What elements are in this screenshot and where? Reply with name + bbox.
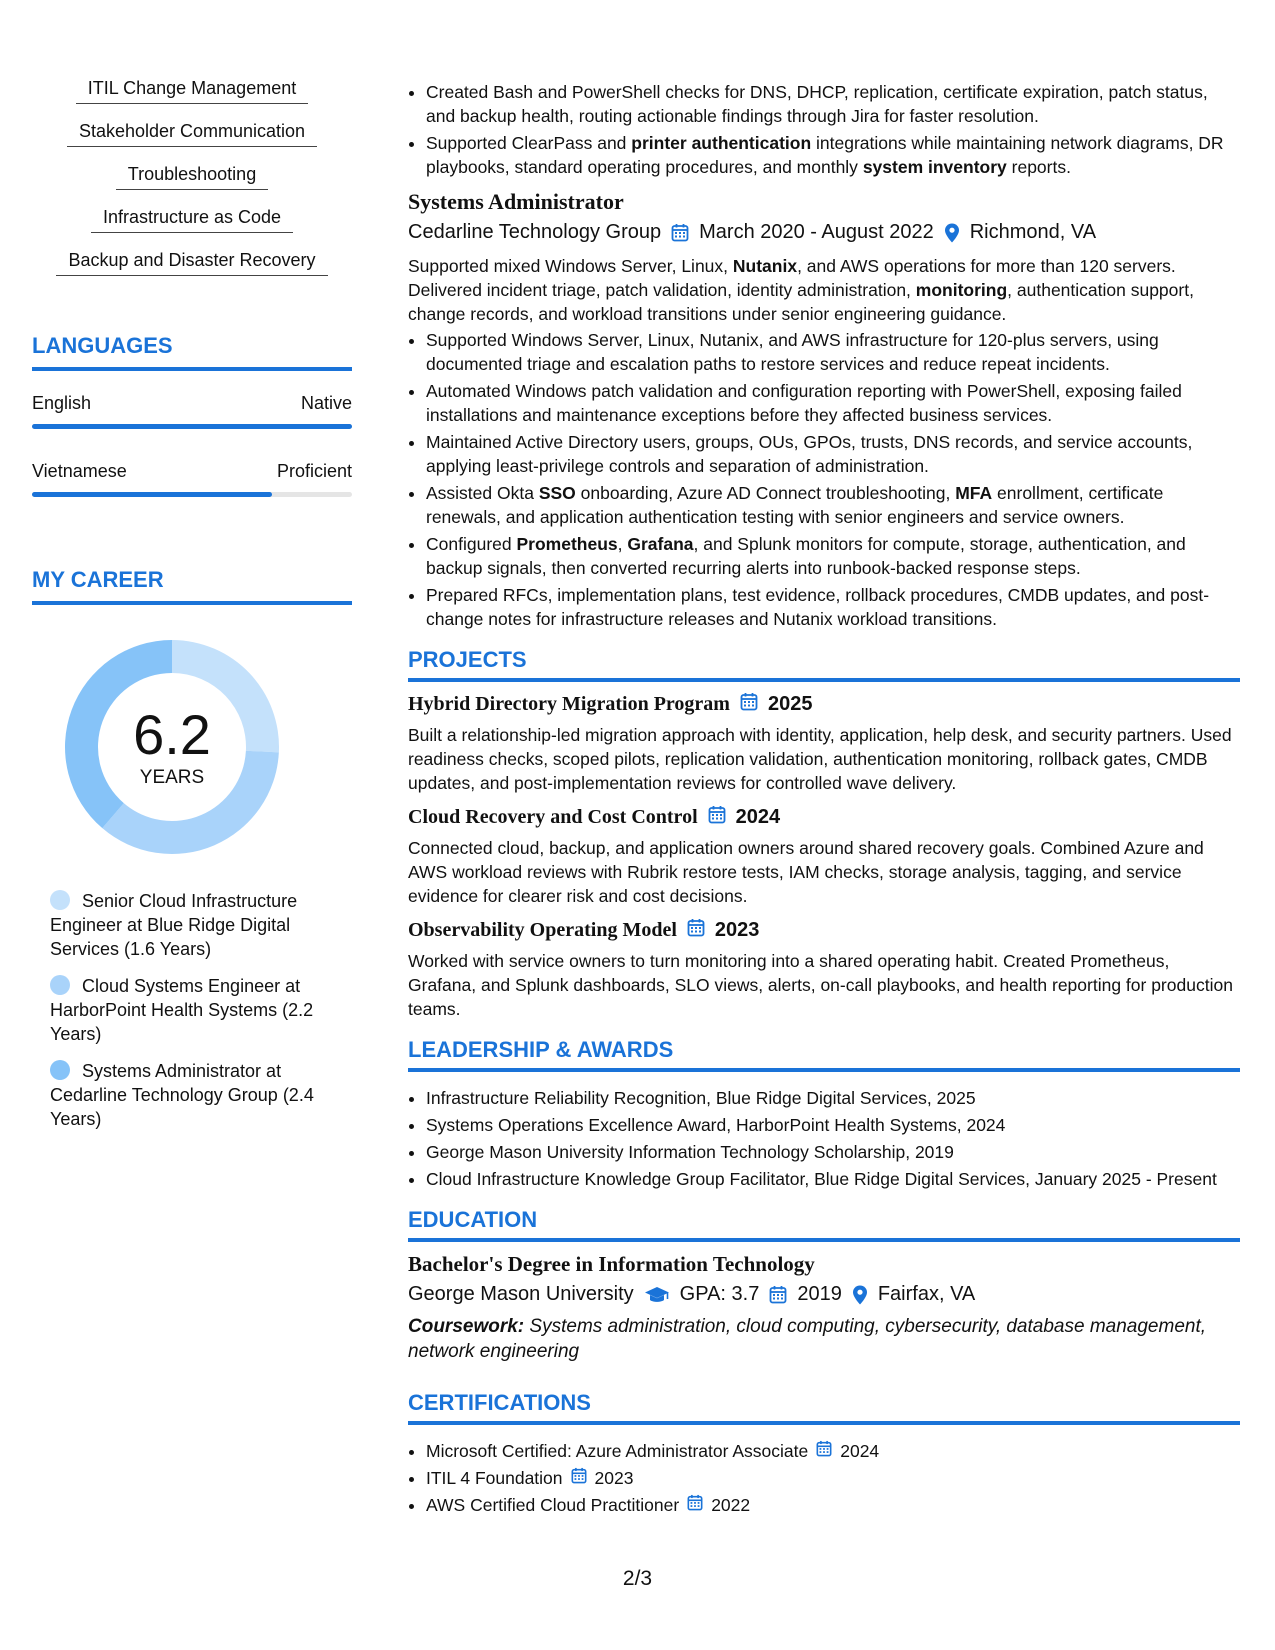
graduation-year: 2019 <box>797 1283 842 1305</box>
award-item: • Infrastructure Reliability Recognition, Blue Ridge Digital Services, 2025 <box>426 1086 1240 1110</box>
language-level: Proficient <box>276 461 352 481</box>
award-item: • George Mason University Information Technology Scholarship, 2019 <box>426 1140 1240 1164</box>
project-year: 2025 <box>767 693 813 715</box>
award-item: • Cloud Infrastructure Knowledge Group Facilitator, Blue Ridge Digital Services, January 2025 - Present <box>426 1167 1240 1191</box>
project-description: Worked with service owners to turn monitoring into a shared operating habit. Created Prometheus, Grafana, and Splunk dashboards, SLO views, alerts, on-call playbooks, and health reporting for production teams. <box>408 951 1233 1019</box>
job-title: Systems Administrator <box>408 189 624 214</box>
bullet-item: • Automated Windows patch validation and configuration reporting with PowerShell, exposing failed installations and maintenance exceptions before they affected business services. <box>426 379 1240 427</box>
career-total-value: 6.2 <box>133 703 211 766</box>
certifications-list <box>408 1439 1240 1517</box>
languages-heading: LANGUAGES <box>32 333 352 371</box>
skills-list <box>32 78 352 293</box>
language-level: Native <box>300 393 352 413</box>
career-legend <box>50 889 340 1131</box>
legend-dot <box>50 975 70 995</box>
degree-title: Bachelor's Degree in Information Technology <box>408 1252 815 1276</box>
project-item <box>408 692 1240 795</box>
projects-heading: PROJECTS <box>408 647 1240 682</box>
calendar-icon <box>687 918 705 943</box>
certification-item <box>426 1466 1240 1490</box>
project-year: 2024 <box>735 806 781 828</box>
language-bar <box>32 492 352 497</box>
job-company: Cedarline Technology Group <box>408 221 662 243</box>
certification-name: • ITIL 4 Foundation <box>426 1468 563 1488</box>
job-meta <box>408 221 1240 244</box>
project-title: Cloud Recovery and Cost Control <box>408 806 698 828</box>
coursework <box>408 1314 1240 1364</box>
language-bar <box>32 424 352 429</box>
project-year: 2023 <box>714 919 760 941</box>
certifications-heading: CERTIFICATIONS <box>408 1390 1240 1425</box>
awards-heading: LEADERSHIP & AWARDS <box>408 1037 1240 1072</box>
certification-year: 2022 <box>711 1495 751 1515</box>
calendar-icon <box>671 223 689 242</box>
project-description: Connected cloud, backup, and application owners around shared recovery goals. Combined Azure and AWS workload reviews with Rubrik restore tests, IAM checks, storage analysis, tagging, and service evidence for clearer risk and cost decisions. <box>408 838 1204 906</box>
calendar-icon <box>769 1285 787 1304</box>
main-content <box>408 80 1240 1520</box>
school-name: George Mason University <box>408 1283 634 1305</box>
legend-dot <box>50 1060 70 1080</box>
project-title: Hybrid Directory Migration Program <box>408 693 730 715</box>
job-summary: Supported mixed Windows Server, Linux, Nutanix, and AWS operations for more than 120 servers. Delivered incident triage, patch validation, identity administration, monitoring, authentication support, change records, and workload transitions under senior engineering guidance. <box>408 256 1194 324</box>
skill-item: Troubleshooting <box>116 164 268 190</box>
page-number: 2/3 <box>622 1567 653 1590</box>
certification-year: 2023 <box>594 1468 634 1488</box>
project-item <box>408 805 1240 908</box>
coursework-label: Coursework: <box>408 1316 525 1337</box>
project-description: Built a relationship-led migration approach with identity, application, help desk, and security partners. Used readiness checks, scoped pilots, replication validation, authentication monitoring, rollback gates, CMDB updates, and post-implementation reviews for controlled wave delivery. <box>408 725 1232 793</box>
skill-item: Infrastructure as Code <box>91 207 293 233</box>
calendar-icon <box>708 805 726 830</box>
certification-item <box>426 1493 1240 1517</box>
bullet-item: • Supported Windows Server, Linux, Nutanix, and AWS infrastructure for 120-plus servers, using documented triage and escalation paths to restore services and reduce repeat incidents. <box>426 328 1240 376</box>
school-location: Fairfax, VA <box>877 1283 976 1305</box>
education-heading: EDUCATION <box>408 1207 1240 1242</box>
language-item <box>32 461 352 497</box>
previous-job-bullets <box>408 80 1240 179</box>
certification-year: 2024 <box>840 1441 880 1461</box>
skill-item: ITIL Change Management <box>76 78 308 104</box>
project-title: Observability Operating Model <box>408 919 677 941</box>
calendar-icon <box>740 692 758 717</box>
language-name: English <box>32 393 92 413</box>
career-legend-item <box>50 974 340 1046</box>
calendar-icon <box>571 1466 587 1490</box>
job-bullets <box>408 328 1240 631</box>
project-item <box>408 918 1240 1021</box>
awards-list <box>408 1086 1240 1191</box>
legend-label: Senior Cloud Infrastructure Engineer at Blue Ridge Digital Services (1.6 Years) <box>50 891 298 959</box>
gpa: GPA: 3.7 <box>679 1283 760 1305</box>
coursework-text: Systems administration, cloud computing, cybersecurity, database management, network engineering <box>408 1316 1207 1362</box>
calendar-icon <box>687 1493 703 1517</box>
skill-item: Backup and Disaster Recovery <box>56 250 327 276</box>
language-name: Vietnamese <box>32 461 127 481</box>
award-item: • Systems Operations Excellence Award, HarborPoint Health Systems, 2024 <box>426 1113 1240 1137</box>
certification-item <box>426 1439 1240 1463</box>
bullet-item: • Configured Prometheus, Grafana, and Splunk monitors for compute, storage, authentication, and backup signals, then converted recurring alerts into runbook-backed response steps. <box>426 532 1240 580</box>
career-legend-item <box>50 1059 340 1131</box>
certification-name: • AWS Certified Cloud Practitioner <box>426 1495 680 1515</box>
bullet-item: • Prepared RFCs, implementation plans, test evidence, rollback procedures, CMDB updates, and post-change notes for infrastructure releases and Nutanix workload transitions. <box>426 583 1240 631</box>
career-total-unit: YEARS <box>139 767 205 788</box>
certification-name: • Microsoft Certified: Azure Administrator Associate <box>426 1441 809 1461</box>
graduation-cap-icon <box>644 1286 670 1304</box>
education-meta <box>408 1283 1240 1306</box>
language-bar-fill <box>32 424 352 429</box>
job-dates: March 2020 - August 2022 <box>699 221 934 243</box>
career-heading: MY CAREER <box>32 567 352 605</box>
skill-item: Stakeholder Communication <box>67 121 317 147</box>
legend-label: Systems Administrator at Cedarline Technology Group (2.4 Years) <box>50 1061 314 1129</box>
legend-dot <box>50 890 70 910</box>
bullet-item: • Assisted Okta SSO onboarding, Azure AD Connect troubleshooting, MFA enrollment, certificate renewals, and application authentication testing with senior engineers and service owners. <box>426 481 1240 529</box>
language-item <box>32 393 352 429</box>
career-legend-item <box>50 889 340 961</box>
legend-label: Cloud Systems Engineer at HarborPoint Health Systems (2.2 Years) <box>50 976 314 1044</box>
job-location: Richmond, VA <box>969 221 1097 243</box>
language-bar-fill <box>32 492 272 497</box>
career-donut <box>64 639 280 855</box>
bullet-item: • Maintained Active Directory users, groups, OUs, GPOs, trusts, DNS records, and service accounts, applying least-privilege controls and separation of administration. <box>426 430 1240 478</box>
calendar-icon <box>816 1439 832 1463</box>
bullet-item: • Supported ClearPass and printer authentication integrations while maintaining network diagrams, DR playbooks, standard operating procedures, and monthly system inventory reports. <box>426 131 1240 179</box>
location-pin-icon <box>944 223 960 243</box>
bullet-item: • Created Bash and PowerShell checks for DNS, DHCP, replication, certificate expiration, patch status, and backup health, routing actionable findings through Jira for faster resolution. <box>426 80 1240 128</box>
location-pin-icon <box>852 1285 868 1305</box>
sidebar <box>32 78 352 1144</box>
